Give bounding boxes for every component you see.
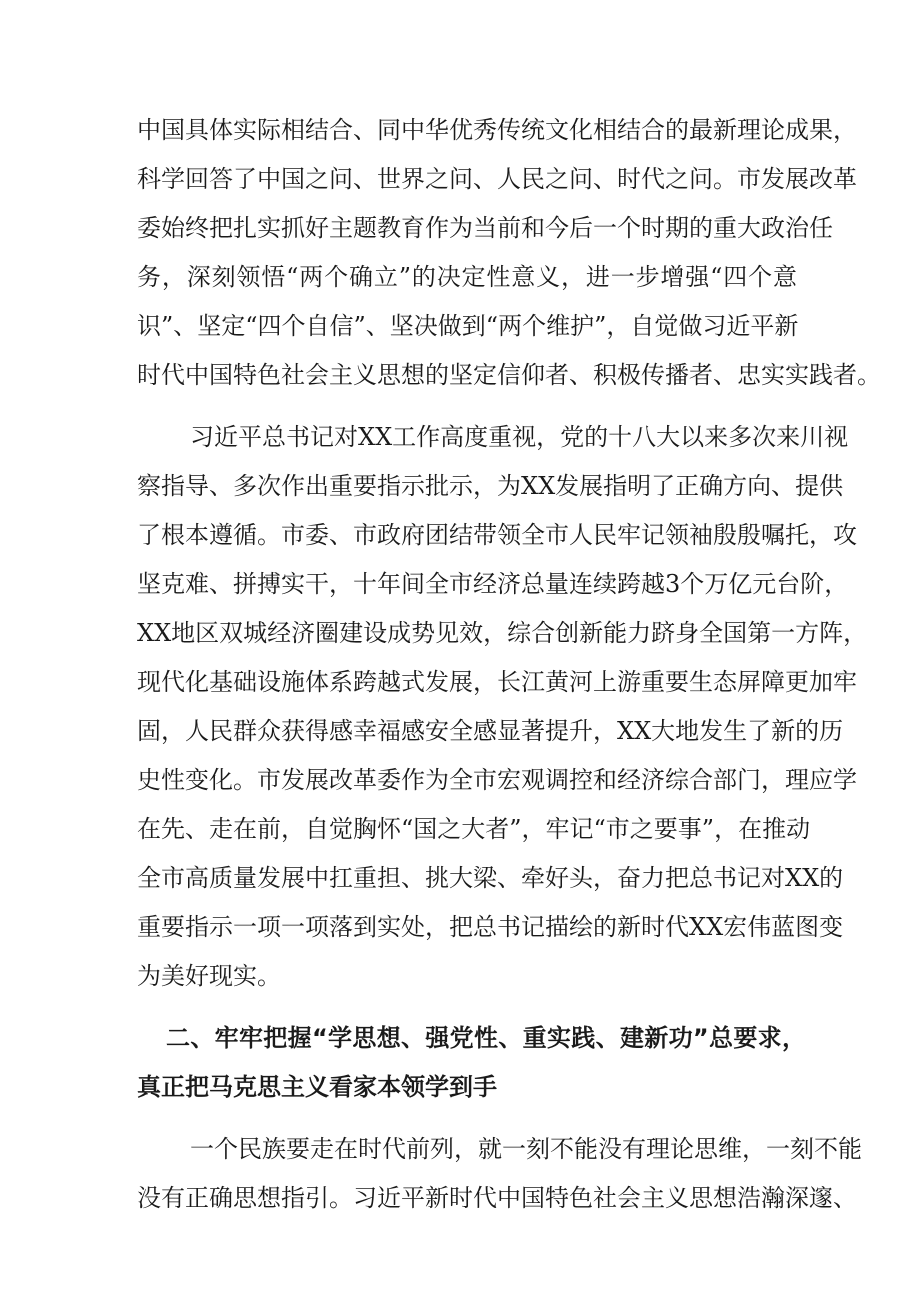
- paragraph-line: 习近平总书记对XX工作高度重视，党的十八大以来多次来川视: [190, 423, 849, 451]
- paragraph-line: 固，人民群众获得感幸福感安全感显著提升，XX大地发生了新的历: [137, 717, 844, 745]
- paragraph-line: 委始终把扎实抓好主题教育作为当前和今后一个时期的重大政治任: [137, 214, 833, 242]
- section-heading: 二、牢牢把握“学思想、强党性、重实践、建新功”总要求，: [166, 1024, 806, 1052]
- paragraph-line: 没有正确思想指引。习近平新时代中国特色社会主义思想浩瀚深邃、: [137, 1184, 857, 1212]
- paragraph-line: 在先、走在前，自觉胸怀“国之大者”，牢记“市之要事”，在推动: [137, 815, 811, 843]
- paragraph-line: 史性变化。市发展改革委作为全市宏观调控和经济综合部门，理应学: [137, 766, 857, 794]
- paragraph-line: 科学回答了中国之问、世界之问、人民之问、时代之问。市发展改革: [137, 165, 857, 193]
- paragraph-line: 中国具体实际相结合、同中华优秀传统文化相结合的最新理论成果，: [137, 116, 857, 144]
- paragraph-line: 坚克难、拼搏实干，十年间全市经济总量连续跨越3个万亿元台阶，: [137, 570, 849, 598]
- paragraph-line: 识”、坚定“四个自信”、坚决做到“两个维护”，自觉做习近平新: [137, 312, 799, 340]
- paragraph-line: 时代中国特色社会主义思想的坚定信仰者、积极传播者、忠实实践者。: [137, 361, 881, 389]
- paragraph-line: XX地区双城经济圈建设成势见效，综合创新能力跻身全国第一方阵，: [137, 619, 868, 647]
- paragraph-line: 为美好现实。: [137, 962, 281, 990]
- paragraph-line: 务，深刻领悟“两个确立”的决定性意义，进一步增强“四个意: [137, 263, 797, 291]
- paragraph-line: 全市高质量发展中扛重担、挑大梁、牵好头，奋力把总书记对XX的: [137, 864, 844, 892]
- section-heading: 真正把马克思主义看家本领学到手: [137, 1073, 497, 1101]
- paragraph-line: 了根本遵循。市委、市政府团结带领全市人民牢记领袖殷殷嘱托，攻: [137, 521, 857, 549]
- paragraph-line: 现代化基础设施体系跨越式发展，长江黄河上游重要生态屏障更加牢: [137, 668, 857, 696]
- paragraph-line: 一个民族要走在时代前列，就一刻不能没有理论思维，一刻不能: [190, 1135, 862, 1163]
- paragraph-line: 重要指示一项一项落到实处，把总书记描绘的新时代XX宏伟蓝图变: [137, 913, 844, 941]
- paragraph-line: 察指导、多次作出重要指示批示，为XX发展指明了正确方向、提供: [137, 472, 844, 500]
